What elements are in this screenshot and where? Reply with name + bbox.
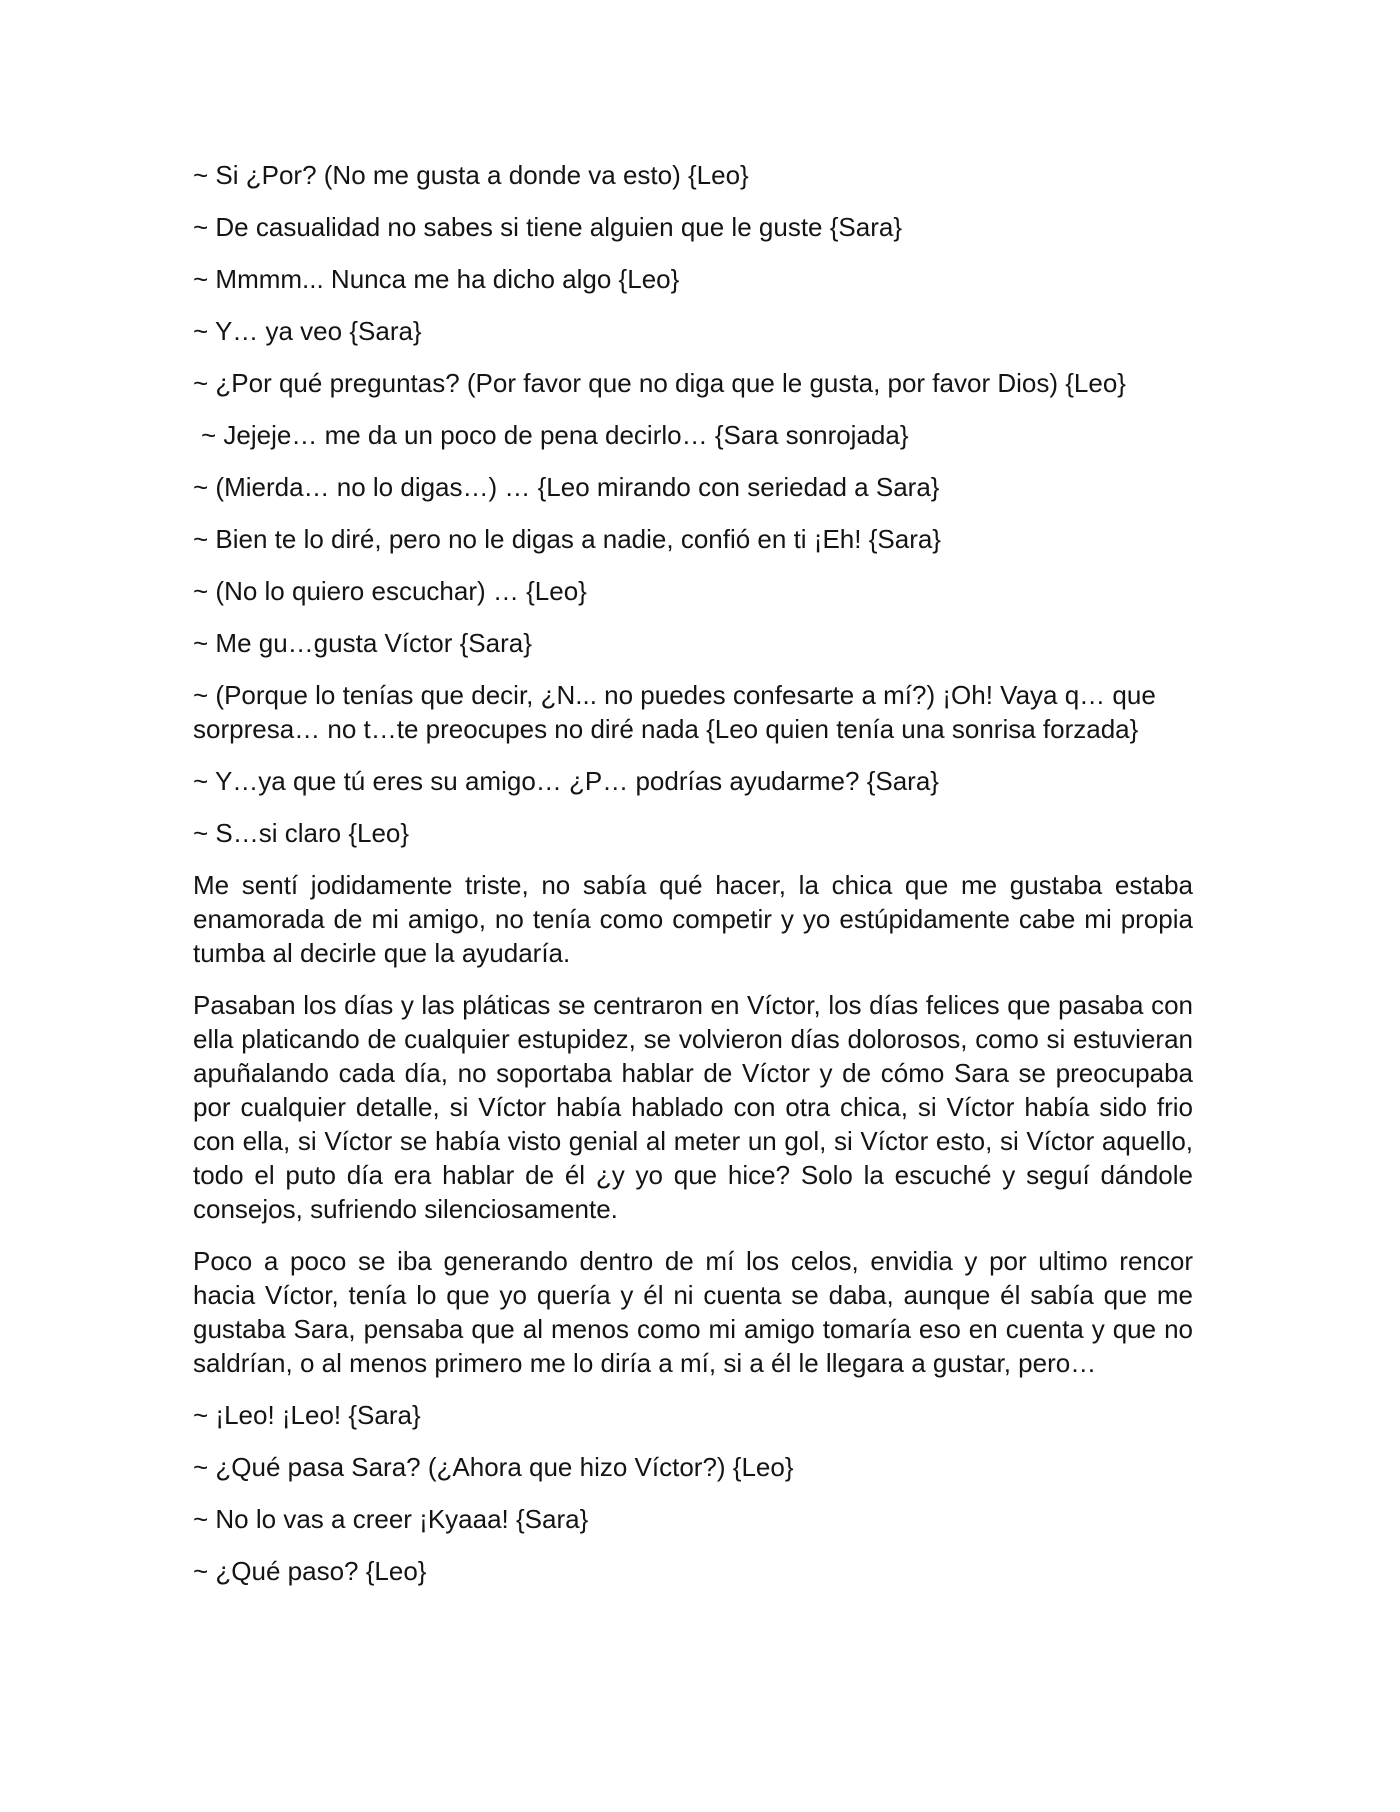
dialogue-line: ~ (Porque lo tenías que decir, ¿N... no puedes confesarte a mí?) ¡Oh! Vaya q… que sorpresa… no t…te preocupes no diré nada {Leo quien tenía una sonrisa forzada} [193, 680, 1156, 744]
dialogue-line: ~ S…si claro {Leo} [193, 818, 410, 848]
dialogue-line: ~ Jejeje… me da un poco de pena decirlo… {Sara sonrojada} [201, 420, 909, 450]
dialogue-line: ~ ¿Qué paso? {Leo} [193, 1556, 427, 1586]
dialogue-line: ~ Y…ya que tú eres su amigo… ¿P… podrías ayudarme? {Sara} [193, 766, 939, 796]
dialogue-line: ~ ¿Qué pasa Sara? (¿Ahora que hizo Víctor?) {Leo} [193, 1452, 794, 1482]
dialogue-line: ~ ¡Leo! ¡Leo! {Sara} [193, 1400, 421, 1430]
dialogue-line: ~ Bien te lo diré, pero no le digas a nadie, confió en ti ¡Eh! {Sara} [193, 524, 941, 554]
dialogue-line: ~ No lo vas a creer ¡Kyaaa! {Sara} [193, 1504, 589, 1534]
dialogue-line: ~ ¿Por qué preguntas? (Por favor que no diga que le gusta, por favor Dios) {Leo} [193, 368, 1126, 398]
document-body [193, 158, 1193, 1606]
dialogue-line: ~ Y… ya veo {Sara} [193, 316, 422, 346]
dialogue-line: ~ Me gu…gusta Víctor {Sara} [193, 628, 532, 658]
dialogue-line: ~ Mmmm... Nunca me ha dicho algo {Leo} [193, 264, 680, 294]
dialogue-line: ~ De casualidad no sabes si tiene alguien que le guste {Sara} [193, 212, 903, 242]
narrative-paragraph: Pasaban los días y las pláticas se centraron en Víctor, los días felices que pasaba con ella platicando de cualquier estupidez, se volvieron días dolorosos, como si estuvieran apuñalando cada día, no soportaba hablar de Víctor y de cómo Sara se preocupaba por cualquier detalle, si Víctor había hablado con otra chica, si Víctor había sido frio con ella, si Víctor se había visto genial al meter un gol, si Víctor esto, si Víctor aquello, todo el puto día era hablar de él ¿y yo que hice? Solo la escuché y seguí dándole consejos, sufriendo silenciosamente. [193, 990, 1193, 1224]
dialogue-line: ~ Si ¿Por? (No me gusta a donde va esto) {Leo} [193, 160, 749, 190]
narrative-paragraph: Me sentí jodidamente triste, no sabía qué hacer, la chica que me gustaba estaba enamorada de mi amigo, no tenía como competir y yo estúpidamente cabe mi propia tumba al decirle que la ayudaría. [193, 870, 1193, 968]
dialogue-line: ~ (No lo quiero escuchar) … {Leo} [193, 576, 587, 606]
narrative-paragraph: Poco a poco se iba generando dentro de mí los celos, envidia y por ultimo rencor hacia Víctor, tenía lo que yo quería y él ni cuenta se daba, aunque él sabía que me gustaba Sara, pensaba que al menos como mi amigo tomaría eso en cuenta y que no saldrían, o al menos primero me lo diría a mí, si a él le llegara a gustar, pero… [193, 1246, 1193, 1378]
dialogue-line: ~ (Mierda… no lo digas…) … {Leo mirando con seriedad a Sara} [193, 472, 940, 502]
